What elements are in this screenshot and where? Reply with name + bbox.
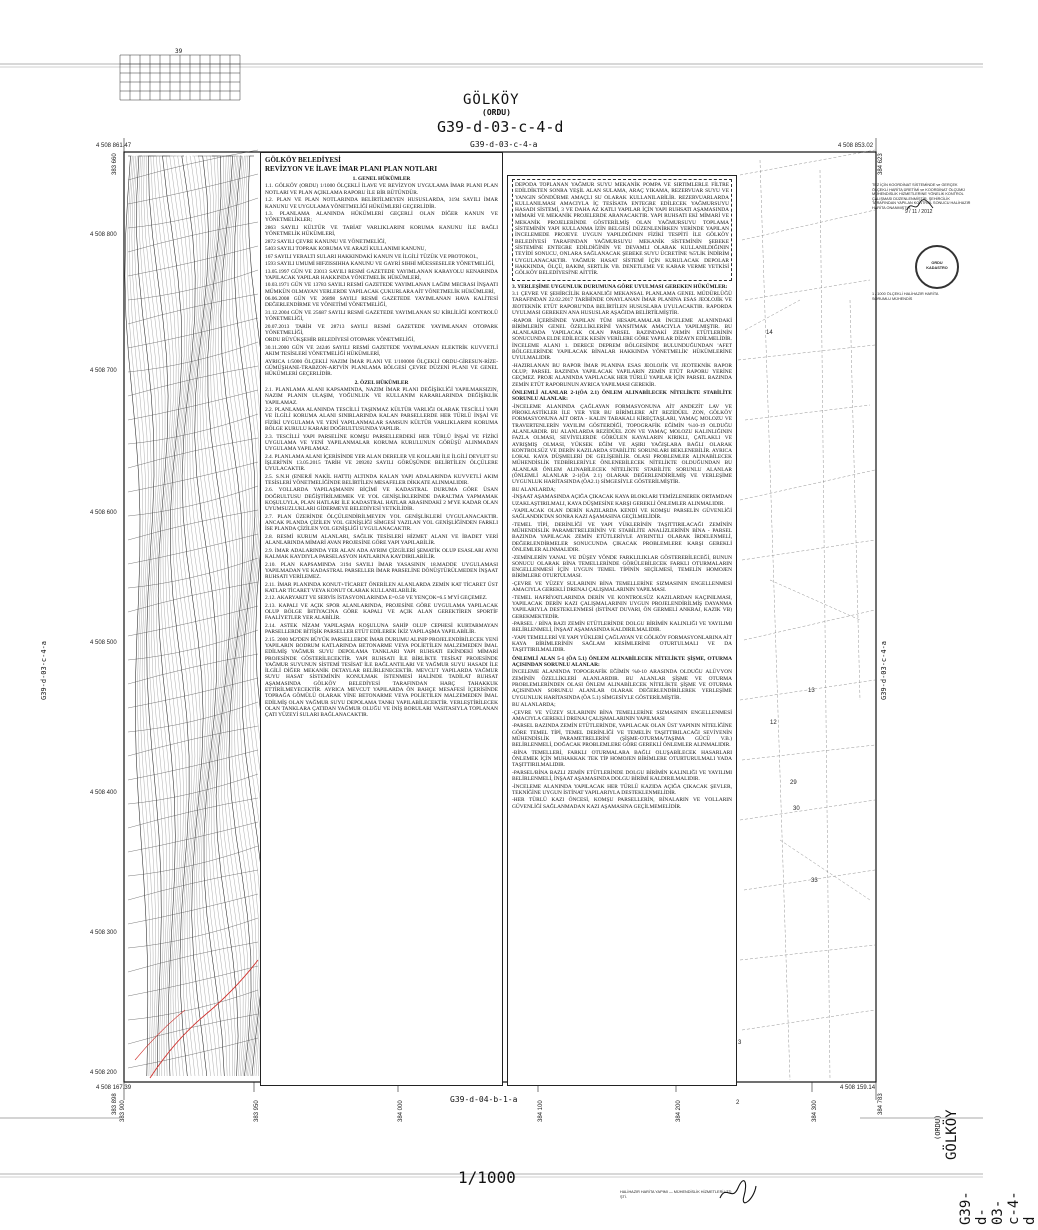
note-paragraph: 2872 SAYILI ÇEVRE KANUNU VE YÖNETMELİĞİ, (265, 238, 387, 245)
control-note: TEZ İÇİN KOORDİNAT SİSTEMİNDE ve GERÇEK ÖLÇEKLİ HARİTA ÜRETİMİ ve KOORDİNAT ÖLÇÜMÜ MÜHENDİSLİK HİZMETLERİNE YÖNELİK KONTROL ÇALIŞMASI DÜZENLENMİŞTİR. ŞEHİRCİLİK TARAFINDAN YAPILAN KONTROL SONUCU HALİHAZIR HARİTA ONANMIŞTIR. (872, 183, 971, 210)
special-heading: 2. ÖZEL HÜKÜMLER (354, 379, 409, 386)
suitability-heading: 3. YERLEŞİME UYGUNLUK DURUMUNA GÖRE UYULMASI GEREKEN HÜKÜMLER: (512, 283, 728, 290)
note-paragraph: 2863 SAYILI KÜLTÜR VE TABİAT VARLIKLARINI KORUMA KANUNU İLE BAĞLI YÖNETMELİK HÜKÜMLERİ, (265, 224, 498, 238)
parcel-number: 3 (738, 1040, 742, 1046)
northing-label: 4 508 600 (90, 510, 117, 516)
note-paragraph: 2.1. PLANLAMA ALANI KAPSAMINDA, NAZIM İMAR PLANI DEĞİŞİKLİĞİ YAPILMAKSIZIN, NAZIM PLANIN ULAŞIM, YOĞUNLUK VE KULLANIM KARARLARINDA DEĞİŞİKLİK YAPILAMAZ. (265, 387, 498, 406)
easting-label: 384 200 (676, 1100, 682, 1122)
zone-51-heading: ÖNLEMLİ ALAN 5-1 (ÖA 5.1) ÖNLEM ALINABİLECEK NİTELİKTE ŞİŞME, OTURMA AÇISINDAN SORUNLU ALANLAR: (512, 655, 732, 668)
coord-bottom-left: 4 508 167.39 (96, 1085, 132, 1091)
northing-label: 4 508 500 (90, 640, 117, 646)
district-top: (ORDU) (482, 108, 511, 117)
note-paragraph: -ZEMİNLERİN YANAL VE DÜŞEY YÖNDE FARKLILIKLAR GÖSTEREBİLECEĞİ, BUNUN SONUCU OLARAK BİNA TEMELLERİNDE GÖRÜLEBİLECEK FARKLI OTURMALARIN ENGELLENMESİ İÇİN UYGUN TEMEL TİPİNİN SEÇİLMESİ, TEMELİN HOMOJEN BİRİMLERE OTURTULMASI. (512, 554, 732, 580)
easting-label: 383 950 (254, 1100, 260, 1122)
plan-notes-column-2 (507, 175, 737, 1086)
signature-icon-right (905, 198, 935, 214)
sheet-code-top: G39-d-03-c-4-d (437, 118, 564, 136)
note-paragraph: -BİNA TEMELLERİ, FARKLI OTURMALARA BAĞLI OLUŞABİLECEK HASARLARI ÖNLEMEK İÇİN MUHAKKAK TEK TİP HOMOJEN BİRİMLERE OTURTURULMALI YADA TAŞITTIRILMALIDIR. (512, 749, 732, 769)
note-paragraph: 2.3. TESCİLLİ YAPI PARSELİNE KOMŞU PARSELLERDEKİ HER TÜRLÜ İNŞAİ VE FİZİKİ UYGULAMA VE YENİ YAPILANMALAR KORUMA KURULUNUN GÖRÜŞÜ ALINMADAN UYGULAMA YAPILAMAZ. (265, 433, 498, 453)
easting-left-bottom: 383 898 (112, 1093, 118, 1115)
note-paragraph: 2.6. YOLLARDA YAPILAŞMANIN BİÇİMİ VE KADASTRAL DURUMA GÖRE ÜSAN DOĞRULTUSU DEĞİŞTİRİLMEMEK VE YOL GENİŞLİKLERİNDE DARALTMA YAPMAMAK KOŞULUYLA, PLAN HATLARI İLE KADASTRAL HATLAR ARASINDAKİ 2 M'YE KADAR OLAN UYUMSUZLUKLARI GİDERMEYE BELEDİYESİ YETKİLİDİR. (265, 487, 498, 513)
parcel-number: 33 (811, 878, 818, 884)
plan-notes-column-1 (260, 152, 503, 1086)
note-paragraph: 1.2. PLAN VE PLAN NOTLARINDA BELİRTİLMEYEN HUSUSLARDA, 3194 SAYILI İMAR KANUNU VE UYGULAMA YÖNETMELİĞİ HÜKÜMLERİ GEÇERLİDİR. (265, 197, 498, 210)
adjacent-sheet-top: G39-d-03-c-4-a (470, 140, 538, 149)
official-stamp: ORDU KADASTRO (915, 245, 959, 289)
note-paragraph: 31.12.2004 GÜN VE 25687 SAYILI RESMİ GAZETEDE YAYIMLANAN SU KİRLİLİĞİ KONTROLÜ YÖNETMELİĞİ, (265, 309, 498, 323)
note-paragraph: 2.2. PLANLAMA ALANINDA TESCİLLİ TAŞINMAZ KÜLTÜR VARLIĞI OLARAK TESCİLLİ YAPI VE İLGİLİ KORUMA ALANI SINIRLARINDA KALAN PARSELLERDE HER TÜRLÜ İNŞAİ VE FİZİKİ UYGULAMA VE YENİ YAPILANMALAR SAMSUN KÜLTÜR VARLIKLARINI KORUMA BÖLGE KURULU KARARI DOĞRULTUSUNDA YAPILIR. (265, 407, 498, 433)
note-paragraph: -HER TÜRLÜ KAZI ÖNCESİ, KOMŞU PARSELLERİN, BİNALARIN VE YOLLARIN GÜVENLİĞİ SAĞLANMADAN KAZI AŞAMASINA GEÇİLMEMELİDİR. (512, 797, 732, 810)
note-paragraph: 1.3. PLANLAMA ALANINDA HÜKÜMLERİ GEÇERLİ OLAN DİĞER KANUN VE YÖNETMELİKLER; (265, 211, 498, 224)
note-paragraph: -HAZIRLANAN BU RAPOR İMAR PLANINA ESAS JEOLOJİK VE JEOTEKNİK RAPOR OLUP; PARSEL BAZINDA YAPILACAK YAPILARIN ZEMİN ETÜT RAPORU YERİNE GEÇMEZ. PROJE ALANINDA YAPILACAK HER TÜRLÜ YAPILAR İÇİN PARSEL BAZINDA ZEMİN ETÜT RAPORUNUN AYRICA YAPILMASI GEREKİR. (512, 362, 732, 388)
note-paragraph: 2.5. S.N.H (ENERJİ NAKİL HATTI) ALTINDA KALAN YAPI ADALARINDA KUVVETLİ AKIM TESİSLERİ YÖNETMELİĞİNDE BELİRTİLEN MESAFELER DİKKATE ALINMALIDIR. (265, 473, 498, 486)
easting-right-bottom: 384 783 (878, 1093, 884, 1115)
note-paragraph: 20.07.2013 TARİH VE 28713 SAYILI RESMİ GAZETEDE YAYIMLANAN OTOPARK YÖNETMELİĞİ, (265, 323, 498, 336)
note-paragraph: 2.8. RESMİ KURUM ALANLARI, SAĞLIK TESİSLERİ HİZMET ALANI VE İBADET YERİ ALANLARINDA MİMARİ AVAN PROJESİNE GÖRE YAPI YAPILABİLİR. (265, 533, 498, 547)
sheet-name-side: GÖLKÖY (944, 1109, 960, 1160)
note-paragraph: -TEMEL TİPİ, DERİNLİĞİ VE YAPI YÜKLERİNİN TAŞITTIRILACAĞI ZEMİNİN MÜHENDİSLİK PARAMETRELERİNİN VE STABİLİTE ANALİZLERİNİN BİNA - PARSEL BAZINDA YAPILACAK ZEMİN ETÜTLERİYLE AYRINTILI OLARAK İRDELENMELİ, DEĞERLENDİRMELER SONUCUNDA ÇIKACAK PROBLEMLERE KARŞI GEREKLİ ÖNLEMLER ALINMALIDIR. (512, 521, 732, 554)
note-paragraph: 167 SAYILI YERALTI SULARI HAKKINDAKİ KANUN VE İLGİLİ TÜZÜK VE PROTOKOL, (265, 253, 478, 260)
index-number: 39 (175, 48, 183, 55)
easting-left-top: 383 660 (112, 153, 118, 175)
coord-top-left: 4 508 861.47 (96, 143, 132, 149)
note-paragraph: 3.1 ÇEVRE VE ŞEHİRCİLİK BAKANLIĞI MEKANSAL PLANLAMA GENEL MÜDÜRLÜĞÜ TARAFINDAN 22.02.2017 TARİHİNDE ONAYLANAN İMAR PLANINA ESAS JEOLOJİK VE JEOTEKNİK ETÜT RAPORU'NDA BELİRTİLEN HUSUSLARA UYULACAKTIR. RAPORDA UYULMASI GEREKEN ANA HUSUSLAR AŞAĞIDA BELİRTİLMİŞTİR. (512, 291, 732, 317)
note-paragraph: İNCELEME ALANINDA TOPOGRAFİK EĞİMİN %0-10 ARASINDA OLDUĞU ALÜVYON ZEMİNİN ÖZELLİKLERİ ALANLARDIR. BU ALANLAR ŞİŞME VE OTURMA PROBLEMLERİNDEN OLASI ÖNLEM ALINABİLECEK NİTELİKTE ŞİŞME VE OTURMA AÇISINDAN SORUNLU ALANLAR OLARAK DEĞERLENDİRİLEREK YERLEŞİME UYGUNLUK HARİTASINDA (ÖA 5.1) SİMGESİYLE GÖSTERİLMİŞTİR. (512, 669, 732, 701)
note-paragraph: 10.03.1971 GÜN VE 13783 SAYILI RESMİ GAZETEDE YAYIMLANAN LAĞIM MECRASI İNŞAATI MÜMKÜN OLMAYAN YERLERDE YAPILACAK ÇUKURLARA AİT YÖNETMELİK HÜKÜMLERİ, (265, 282, 498, 295)
note-paragraph: -İNŞAAT AŞAMASINDA AÇIĞA ÇIKACAK KAYA BLOKLARI TEMİZLENEREK ORTAMDAN UZAKLAŞTIRILMALI, KAYA DÜŞMESİNE KARŞI GEREKLİ ÖNLEMLER ALINMALIDIR. (512, 494, 732, 507)
note-paragraph: 13.05.1997 GÜN VE 23013 SAYILI RESMİ GAZETEDE YAYIMLANAN KARAYOLU KENARINDA YAPILACAK YAPILAR HAKKINDA YÖNETMELİK HÜKÜMLERİ, (265, 268, 498, 281)
northing-label: 4 508 400 (90, 790, 117, 796)
northing-label: 4 508 300 (90, 930, 117, 936)
northing-label: 4 508 700 (90, 368, 117, 374)
note-paragraph: -İNCELEME ALANINDA ÇAĞLAYAN FORMASYONUNA AİT ANDEZİT LAV VE PİROKLASTİKLER İLE YER YER BU BİRİMLERE AİT REZİDÜEL ZON, GÖLKÖY FORMASYONUNA AİT ORTA - KALIN TABAKALI KİREÇTAŞLARI, YAMAÇ MOLOZU VE TRAVERTENLERİN YAYILIM GÖSTERDİĞİ, TOPOGRAFİK EĞİMİN %10-19 OLDUĞU ALANLARDIR. BU ALANLARDA REZİDÜEL ZON VE YAMAÇ MOLOZU KALINLIĞININ FAZLA OLMASI, SEVİYELERDE GÖRÜLEN KAYALARIN KIRIKLI, ÇATLAKLI VE AYRIŞMIŞ OLMASI, YÜKSEK EĞİM VE AŞIRI YAĞIŞLARA BAĞLI OLARAK KONTROLSÜZ VE DERİN KAZILARDA STABİLİTE SORUNLARI BEKLENEBİLİR. AYRICA LOKAL KAYA DÜŞMELERİ DE GELİŞEBİLİR. OLASI PROBLEMLER ALINABİLECEK MÜHENDİSLİK TEDBİRLERİYLE ÖNLENEBİLECEK NİTELİKTE OLDUĞUNDAN BU ALANLAR ÖNLEM ALINABİLECEK NİTELİKTE STABİLİTE SORUNLU ALANLAR (ÖNLEMLİ ALANLAR 2-1(ÖA 2.1) OLARAK DEĞERLENDİRİLMİŞ VE YERLEŞİME UYGUNLUK HARİTASINDA (ÖA2.1) SİMGESİYLE GÖSTERİLMİŞTİR. (512, 403, 732, 486)
contour-lines (125, 150, 277, 1076)
left-side-code: G39-d-03-c-4-a (40, 640, 48, 700)
note-paragraph: -YAPI TEMELLERİ VE YAPI YÜKLERİ ÇAĞLAYAN VE GÖLKÖY FORMASYONLARINA AİT KAYA BİRİMLERİNİN SAĞLAM KESİMLERİNE OTURTULMALI VE DA TAŞITTIRILMALIDIR. (512, 634, 732, 654)
note-paragraph: 2.15. 2000 M2'DEN BÜYÜK PARSELLERDE İMAR DURUMU ALINIP PROJELENDİRİLECEK YENİ YAPILARIN BODRUM KATLARINDA BETONARME VEYA POLİETİLEN MALZEMEDEN İMAL EDİLMİŞ YAĞMUR SUYU DEPOLAMA TANKLARI YAPI RUHSATI EKİNDEKİ MİMARİ PROJESİNDE GÖSTERİLECEKTİR. YAPI RUHSATI İLE BİRLİKTE TESİSAT PROJESİNDE YAĞMUR SUYUNUN SİSTEMİ TESİSAT İLE BAĞLANTILARI VE YAĞMUR SUYU HASADI İLE İLGİLİ DİĞER MEKANİK DETAYLAR BELİRLENECEKTİR. MEVCUT YAPILARDA YAĞMUR SUYU HASAT SİSTEMİNİN KONULMAK İSTENMESİ HALİNDE TADİLAT RUHSAT AŞAMASINDA GÖLKÖY BELEDİYESİ TARAFINDAN HARÇ TAHAKKUK ETTİRİLMEYECEKTİR. AYRICA MEVCUT YAPILARDA ÖN BAHÇE MESAFESİ İÇERİSİNDE TOPRAĞA GÖMÜLÜ OLARAK YİNE BETONARME VEYA POLİETİLEN MALZEMEDEN İMAL EDİLMİŞ OLAN YAĞMUR SUYU DEPOLAMA TANKI YAPILABİLECEKTİR. YERLEŞTİRİLECEK OLAN TANKLARA ÇATIDAN YAĞMUR OLUĞU VE İNİŞ BORULARI VASITASIYLA TOPLANAN ÇATI YÜZEYİ SULARI BAĞLANACAKTIR. (265, 636, 498, 719)
notes-title: REVİZYON VE İLAVE İMAR PLANI PLAN NOTLARI (265, 165, 438, 173)
easting-label: 384 000 (398, 1100, 404, 1122)
coord-top-right: 4 508 853.02 (838, 143, 874, 149)
map-scale: 1/1000 (458, 1168, 516, 1187)
signature-icon (718, 1180, 758, 1205)
note-paragraph: 2.7. PLAN ÜZERİNDE ÖLÇÜLENDİRİLMEYEN YOL GENİŞLİKLERİ UYGULANACAKTIR. ANCAK PLANDA ÇİZİLEN YOL GENİŞLİĞİ SİMGESİ YAZILAN YOL GENİŞLİĞİNDEN FARKLI İSE PLANDA ÇİZİLEN YOL GENİŞLİĞİ UYGULANACAKTIR. (265, 513, 498, 533)
note-paragraph: 5403 SAYILI TOPRAK KORUMA VE ARAZİ KULLANIMI KANUNU, (265, 246, 426, 253)
note-paragraph: -ÇEVRE VE YÜZEY SULARININ BİNA TEMELLERİNE SIZMASININ ENGELLENMESİ AMACIYLA GEREKLİ DRENAJ ÇALIŞMALARININ YAPILMASI (512, 709, 732, 722)
coord-bottom-right: 4 508 159.14 (840, 1085, 876, 1091)
note-paragraph: 1.1. GÖLKÖY (ORDU) 1/1000 ÖLÇEKLİ İLAVE VE REVİZYON UYGULAMA İMAR PLANI PLAN NOTLARI VE PLAN AÇIKLAMA RAPORU İLE BİR BÜTÜNDÜR. (265, 183, 498, 196)
right-side-code: G39-d-03-c-4-a (880, 640, 888, 700)
zone-21-heading: ÖNLEMLİ ALANLAR 2-1(ÖA 2.1) ÖNLEM ALINABİLECEK NİTELİKTE STABİLİTE SORUNLU ALANLAR: (512, 389, 732, 403)
note-paragraph: -İNCELEME ALANINDA YAPILACAK HER TÜRLÜ KAZIDA AÇIĞA ÇIKACAK ŞEVLER, TEKNİĞİNE UYGUN İSTİNAT YAPILARIYLA DESTEKLENMELİDİR. (512, 783, 732, 796)
adjacent-sheet-bottom: G39-d-04-b-1-a (450, 1095, 518, 1104)
note-paragraph: -RAPOR İÇERİSİNDE YAPILAN TÜM HESAPLAMALAR İNCELEME ALANINDAKİ BİRİMLERİN GENEL ÖZELLİKLERİNİ YANSITMAK AMACIYLA YAPILMIŞTIR. BU ALANLARDA YAPILACAK OLAN PARSEL BAZINDAKİ ZEMİN ETÜTLERİNİN SONUCUNDA ELDE EDİLECEK KESİN VERİLERE GÖRE YAPILAR DİZAYN EDİLMELİDİR. İNCELEME ALANI 1. DERECE DEPREM BÖLGESİNDE BULUNDUĞUNDAN 'AFET BÖLGELERİNDE YAPILACAK BİNALAR HAKKINDA YÖNETMELİK' HÜKÜMLERİNE UYULMALIDIR. (512, 317, 732, 362)
northing-label: 4 508 200 (90, 1070, 117, 1076)
parcel-number: 13 (808, 688, 815, 694)
parcel-number: 14 (766, 330, 773, 336)
rainwater-box: DEPODA TOPLANAN YAĞMUR SUYU MEKANİK POMPA VE SIRTIMLERLE FİLTRE EDİLDİKTEN SONRA YEŞİL ALAN SULAMA, ARAÇ YIKAMA, REZERVUAR SUYU VE YANGIN SÖNDÜRME AMAÇLI SU OLARAK KULLANILABİLİR. REZERVUARLARDA KULLANILMASI AMACIYLA İÇ TESİSATA ENTEGRE EDİLECEK YAĞMURSUYU HASADI SİSTEMİ, 3 VE DAHA AZ KATLI YAPILAR İÇİN YAPI RUHSATI AŞAMASINDA MİMARİ VE MEKANİK PROJELERDE ARANACAKTIR. YAPI RUHSATI EKİ MİMARİ VE MEKANİK PROJELERİNDE GÖSTERİLMİŞ OLAN YAĞMURSUYU TOPLAMA SİSTEMİNİN YAPI KULLANMA İZİN BELGESİ DÜZENLENİRKEN YERİNDE YAPILAN İNCELEMEDE PROJEYE UYGUN YAPILDIĞININ FİZİKİ TESPİTİ İLE GÖLKÖY BELEDİYESİ TARAFINDAN YAĞMURSUYU MEKANİK SİSTEMİNİN ŞEBEKE SİSTEMİNE ENTEGRE EDİLDİĞİNİN VE DEVAMLI OLARAK KULLANILDIĞININ TEYİDİ SONUCU, ONLARA SAĞLANACAK ŞEBEKE SUYU ÜCRETİNE %5'LİK İNDİRİM UYGULANACAKTIR. YAĞMUR HASAT SİSTEMİ İÇİN KURULACAK DEPOLAR HAKKINDA, ÖLÇÜ, BAKIM, SERTLİK VB. DENETLEME VE KARAR VERME YETKİSİ GÖLKÖY BELEDİYESİ'NE AİTTİR. (515, 182, 729, 277)
note-paragraph: -PARSEL / BİNA BAZI ZEMİN ETÜTLERİNDE DOLGU BİRİMİN KALINLIĞI VE YAYILIMI BELİRLENMELİ, İNŞAAT AŞAMASINDA KALDIRILMALIDIR. (512, 621, 732, 634)
note-paragraph: 2.4. PLANLAMA ALANI İÇERİSİNDE YER ALAN DERELER VE KOLLARI İLE İLGİLİ DEVLET SU İŞLERİ'NİN 13.05.2015 TARİH VE 209202 SAYILI GÖRÜŞÜNDE BELİRTİLEN ÖLÇÜLERE UYULACAKTIR. (265, 453, 498, 473)
parcel-number: 29 (790, 780, 797, 786)
parcel-number: 2 (736, 1100, 740, 1106)
note-paragraph: BU ALANLARDA; (512, 486, 556, 493)
note-paragraph: BU ALANLARDA; (512, 702, 556, 709)
easting-label: 384 100 (538, 1100, 544, 1122)
footer-maker: HALİHAZIR HARİTA YAPIMI — MÜHENDİSLİK HİZMETLERİ LTD. ŞTİ. (620, 1190, 733, 1199)
general-heading: 1. GENEL HÜKÜMLER (352, 176, 411, 182)
note-paragraph: 30.11.2000 GÜN VE 24246 SAYILI RESMİ GAZETEDE YAYIMLANAN ELEKTRİK KUVVETLİ AKIM TESİSLERİ YÖNETMELİĞİ HÜKÜMLERİ, (265, 344, 498, 358)
sheet-name-top: GÖLKÖY (463, 92, 520, 108)
control-date: 9 / 11 / 2012 (905, 209, 933, 215)
note-paragraph: -ÇEVRE VE YÜZEY SULARININ BİNA TEMELLERİNE SIZMASININ ENGELLENMESİ AMACIYLA GEREKLİ DRENAJ ÇALIŞMALARININ YAPILMASI. (512, 580, 732, 594)
note-paragraph: ORDU BÜYÜKŞEHİR BELEDİYESİ OTOPARK YÖNETMELİĞİ, (265, 337, 415, 344)
parcel-lines (738, 150, 875, 1080)
note-paragraph: 2.9. İMAR ADALARINDA YER ALAN ADA AYRIM ÇİZGİLERİ ŞEMATİK OLUP ESASLARI AYNI KALMAK KAYDIYLA PARSELASYON HATLARINA KAYDIRILABİLİR. (265, 547, 498, 561)
note-paragraph: -TEMEL HAFRİYATLARINDA DERİN VE KONTROLSÜZ KAZILARDAN KAÇINILMASI, YAPILACAK DERİN KAZI ÇALIŞMALARININ UYGUN PROJELENDİRİLMİŞ DAYANMA YAPILARIYLA DESTEKLENMESİ (İSTİNAT DUVARI, ÖN GERMELİ ANKRAJ, KAZIK VB) GEREKMEKTEDİR. (512, 594, 732, 620)
index-grid (120, 55, 240, 100)
note-paragraph: 2.11. İMAR PLANINDA KONUT+TİCARET ÖNERİLEN ALANLARDA ZEMİN KAT TİCARET ÜST KATLAR TİCARET VEYA KONUT OLARAK KULLANILABİLİR. (265, 581, 498, 594)
note-paragraph: -PARSEL/BİNA BAZLI ZEMİN ETÜTLERİNDE DOLGU BİRİMİN KALINLIĞI VE YAYILIMI BELİRLENMELİ, İNŞAAT AŞAMASINDA DOLGU BİRİMİ KALDIRILMALIDIR. (512, 769, 732, 783)
note-paragraph: AYRICA 1/5000 ÖLÇEKLİ NAZIM İMAR PLANI VE 1/100000 ÖLÇEKLİ ORDU-GİRESUN-RİZE-GÜMÜŞHANE-TRABZON-ARTVİN PLANLAMA BÖLGESİ ÇEVRE DÜZENİ PLANI VE GENEL HÜKÜMLERİ GEÇERLİDİR. (265, 358, 498, 378)
easting-label: 383 900 (120, 1100, 126, 1122)
easting-label: 384 300 (812, 1100, 818, 1122)
easting-right-top: 384 623 (878, 153, 884, 175)
note-paragraph: 06.06.2008 GÜN VE 26898 SAYILI RESMİ GAZETEDE YAYIMLANAN HAVA KALİTESİ DEĞERLENDİRME VE YÖNETİMİ YÖNETMELİĞİ, (265, 296, 498, 309)
parcel-number: 30 (793, 806, 800, 812)
note-paragraph: 2.14. ASTEK NİZAM YAPILAŞMA KOŞULUNA SAHİP OLUP CEPHESİ KURTARMAYAN PARSELLERDE BİTİŞİK PARSELLER ETÜT EDİLEREK İKİZ YAPILAŞMA YAPILABİLİR. (265, 622, 498, 636)
note-paragraph: -PARSEL BAZINDA ZEMİN ETÜTLERİNDE, YAPILACAK OLAN ÜST YAPININ NİTELİĞİNE GÖRE TEMEL TİPİ, TEMEL DERİNLİĞİ VE TEMELİN TAŞITTIRILACAĞI SEVİYENİN MÜHENDİSLİK PARAMETRELERİNİ (ŞİŞME-OTURMA/TAŞIMA GÜCÜ V.B.) BELİRLENMELİ, DOĞACAK PROBLEMLERE GÖRE GEREKLİ ÖNLEMLER ALINMALIDIR. (512, 723, 732, 749)
note-paragraph: 2.13. KAPALI VE AÇIK SPOR ALANLARINDA, PROJESİNE GÖRE UYGULAMA YAPILACAK OLUP BÖLGE İHTİYACINA GÖRE KAPALI VE AÇIK ALAN GEREKTİREN SPORTİF FAALİYETLER YER ALABİLİR. (265, 602, 498, 622)
note-paragraph: -YAPILACAK OLAN DERİN KAZILARDA KENDİ VE KOMŞU PARSELİN GÜVENLİĞİ SAĞLANDIKTAN SONRA KAZI AŞAMASINA GEÇİLMELİDİR. (512, 508, 732, 521)
northing-label: 4 508 800 (90, 232, 117, 238)
sheet-code-side: G39-d-03-c-4-d (958, 1191, 1038, 1225)
note-paragraph: 1593 SAYILI UMUMİ HIFZISSIHHA KANUNU VE GAYRİ SIHHİ MÜESSESELER YÖNETMELİĞİ, (265, 261, 495, 268)
parcel-number: 12 (770, 720, 777, 726)
note-paragraph: 2.10. PLAN KAPSAMINDA 3194 SAYILI İMAR YASASININ 18.MADDE UYGULAMASI YAPILMADAN VE KADASTRAL PARSELLER İMAR PARSELİNE DÖNÜŞTÜRÜLMEDEN İNŞAAT RUHSATI VERİLEMEZ. (265, 561, 498, 581)
district-side: (ORDU) (934, 1114, 942, 1140)
engineer-note: 1 / 1000 ÖLÇEKLİ HALİHAZIR HARİTA SORUMLU MÜHENDİS (872, 292, 939, 301)
municipality-title: GÖLKÖY BELEDİYESİ (265, 156, 341, 164)
note-paragraph: 2.12. AKARYAKIT VE SERVİS İSTASYONLARINDA E=0.50 VE YENÇOK=6.5 M'Yİ GEÇEMEZ. (265, 595, 488, 602)
